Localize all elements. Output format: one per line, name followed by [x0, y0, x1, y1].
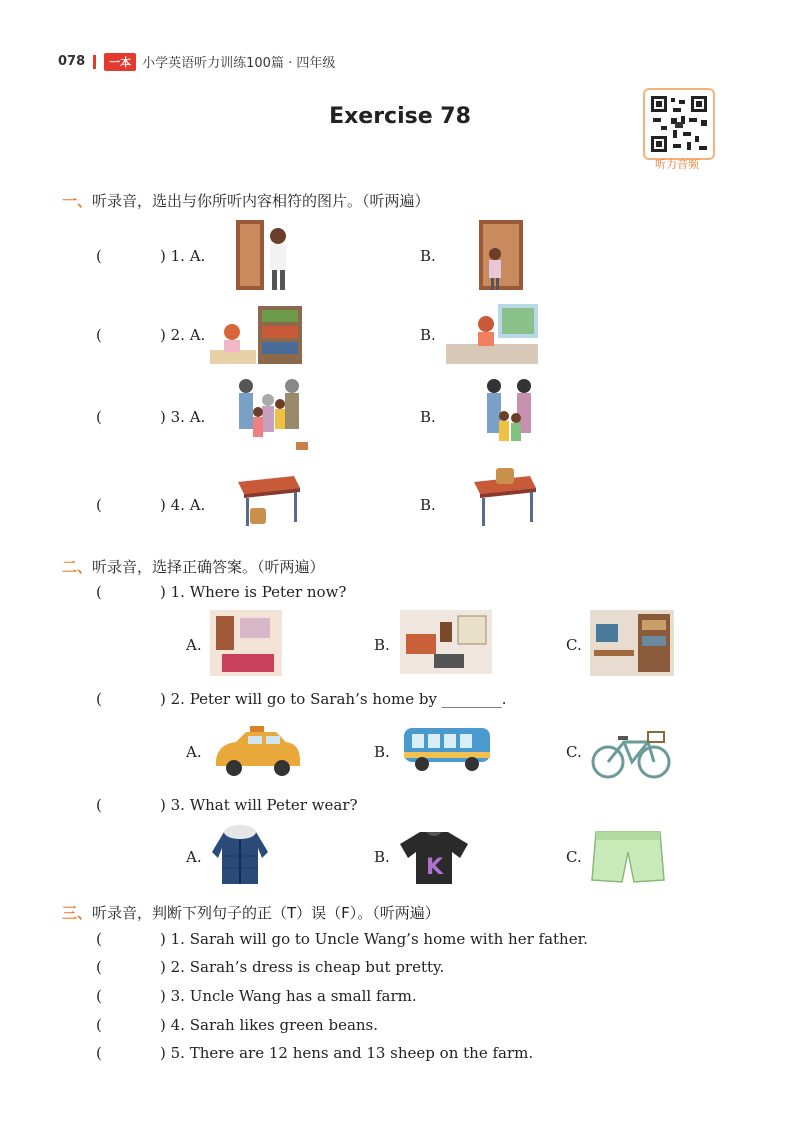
- s2-q3-text: 3. What will Peter wear?: [170, 796, 358, 814]
- s3-q5: ( ) 5. There are 12 hens and 13 sheep on the farm.: [96, 1044, 534, 1062]
- answer-blank[interactable]: (: [96, 496, 102, 514]
- big-family-picture[interactable]: [234, 376, 310, 458]
- girl-reading-library-picture[interactable]: [210, 302, 304, 366]
- qr-label: 听力音频: [655, 158, 699, 171]
- s2-q2-option-c: C.: [566, 743, 582, 761]
- answer-blank[interactable]: (: [96, 987, 102, 1005]
- section-3-number: 三、: [62, 904, 93, 922]
- answer-blank[interactable]: (: [96, 326, 102, 344]
- section-1-heading: [62, 190, 430, 211]
- s3-q1: ( ) 1. Sarah will go to Uncle Wang’s home with her father.: [96, 930, 588, 948]
- section-2-number: 二、: [62, 558, 93, 576]
- section-1-instruction: 听录音，选出与你所听内容相符的图片。（听两遍）: [92, 192, 430, 210]
- t-shirt-picture[interactable]: [398, 828, 470, 886]
- desk-bag-under-picture[interactable]: [234, 472, 302, 528]
- s2-q2-option-b: B.: [374, 743, 390, 761]
- answer-blank[interactable]: (: [96, 796, 102, 814]
- door-closed-girl-picture[interactable]: [473, 218, 529, 294]
- s1-q1-label: 1. A.: [170, 247, 206, 265]
- s2-q1-option-b: B.: [374, 636, 390, 654]
- answer-blank[interactable]: (: [96, 583, 102, 601]
- s1-q4: ( ) 4. A.: [96, 496, 206, 514]
- answer-blank[interactable]: (: [96, 408, 102, 426]
- s2-q2: ( ) 2. Peter will go to Sarah’s home by ________.: [96, 690, 507, 708]
- s1-q3-label: 3. A.: [170, 408, 206, 426]
- header-divider: [93, 55, 96, 69]
- s1-q1: ( ) 1. A.: [96, 247, 206, 265]
- s3-q1-text: 1. Sarah will go to Uncle Wang’s home with her father.: [170, 930, 588, 948]
- s1-q4-label: 4. A.: [170, 496, 206, 514]
- s3-q3: ( ) 3. Uncle Wang has a small farm.: [96, 987, 417, 1005]
- section-3-heading: [62, 902, 440, 923]
- coat-picture[interactable]: [210, 822, 270, 888]
- living-room-picture[interactable]: [400, 610, 492, 674]
- page-title: Exercise 78: [329, 104, 471, 129]
- s2-q1-text: 1. Where is Peter now?: [170, 583, 347, 601]
- s2-q3-option-b: B.: [374, 848, 390, 866]
- small-family-picture[interactable]: [478, 376, 540, 458]
- bicycle-picture[interactable]: [590, 726, 674, 780]
- section-1-number: 一、: [62, 192, 93, 210]
- qr-code-icon[interactable]: [643, 88, 715, 160]
- answer-blank[interactable]: (: [96, 958, 102, 976]
- s1-q2-label: 2. A.: [170, 326, 206, 344]
- s3-q3-text: 3. Uncle Wang has a small farm.: [170, 987, 417, 1005]
- answer-blank[interactable]: (: [96, 930, 102, 948]
- study-room-picture[interactable]: [590, 610, 674, 676]
- answer-blank[interactable]: (: [96, 247, 102, 265]
- door-open-man-picture[interactable]: [234, 218, 298, 294]
- publisher-logo: 一本: [104, 53, 136, 71]
- s1-q3-option-b: B.: [420, 408, 436, 426]
- section-2-heading: [62, 556, 325, 577]
- svg-text:K: K: [426, 855, 444, 880]
- page-number: 078: [58, 54, 86, 69]
- s1-q4-option-b: B.: [420, 496, 436, 514]
- s2-q1: ( ) 1. Where is Peter now?: [96, 583, 347, 601]
- bedroom-picture[interactable]: [210, 610, 282, 676]
- section-3-instruction: 听录音，判断下列句子的正（T）误（F）。（听两遍）: [92, 904, 440, 922]
- s2-q3-option-a: A.: [186, 848, 202, 866]
- answer-blank[interactable]: (: [96, 1016, 102, 1034]
- page-header: [58, 52, 335, 71]
- bus-picture[interactable]: [400, 724, 494, 774]
- taxi-picture[interactable]: [210, 726, 304, 778]
- s2-q3: ( ) 3. What will Peter wear?: [96, 796, 358, 814]
- girl-cooking-kitchen-picture[interactable]: [446, 302, 540, 366]
- shorts-picture[interactable]: [590, 826, 666, 886]
- section-2-instruction: 听录音，选择正确答案。（听两遍）: [92, 558, 325, 576]
- s3-q4-text: 4. Sarah likes green beans.: [170, 1016, 379, 1034]
- s2-q1-option-a: A.: [186, 636, 202, 654]
- s1-q1-option-b: B.: [420, 247, 436, 265]
- s1-q2-option-b: B.: [420, 326, 436, 344]
- s3-q5-text: 5. There are 12 hens and 13 sheep on the farm.: [170, 1044, 534, 1062]
- desk-bag-on-picture[interactable]: [470, 468, 538, 528]
- s2-q2-text: 2. Peter will go to Sarah’s home by ________.: [170, 690, 507, 708]
- s3-q4: ( ) 4. Sarah likes green beans.: [96, 1016, 379, 1034]
- s2-q1-option-c: C.: [566, 636, 582, 654]
- s1-q2: ( ) 2. A.: [96, 326, 206, 344]
- book-title: 小学英语听力训练100篇 · 四年级: [142, 56, 336, 71]
- s2-q2-option-a: A.: [186, 743, 202, 761]
- s2-q3-option-c: C.: [566, 848, 582, 866]
- s3-q2: ( ) 2. Sarah’s dress is cheap but pretty.: [96, 958, 445, 976]
- answer-blank[interactable]: (: [96, 690, 102, 708]
- answer-blank[interactable]: (: [96, 1044, 102, 1062]
- s3-q2-text: 2. Sarah’s dress is cheap but pretty.: [170, 958, 445, 976]
- s1-q3: ( ) 3. A.: [96, 408, 206, 426]
